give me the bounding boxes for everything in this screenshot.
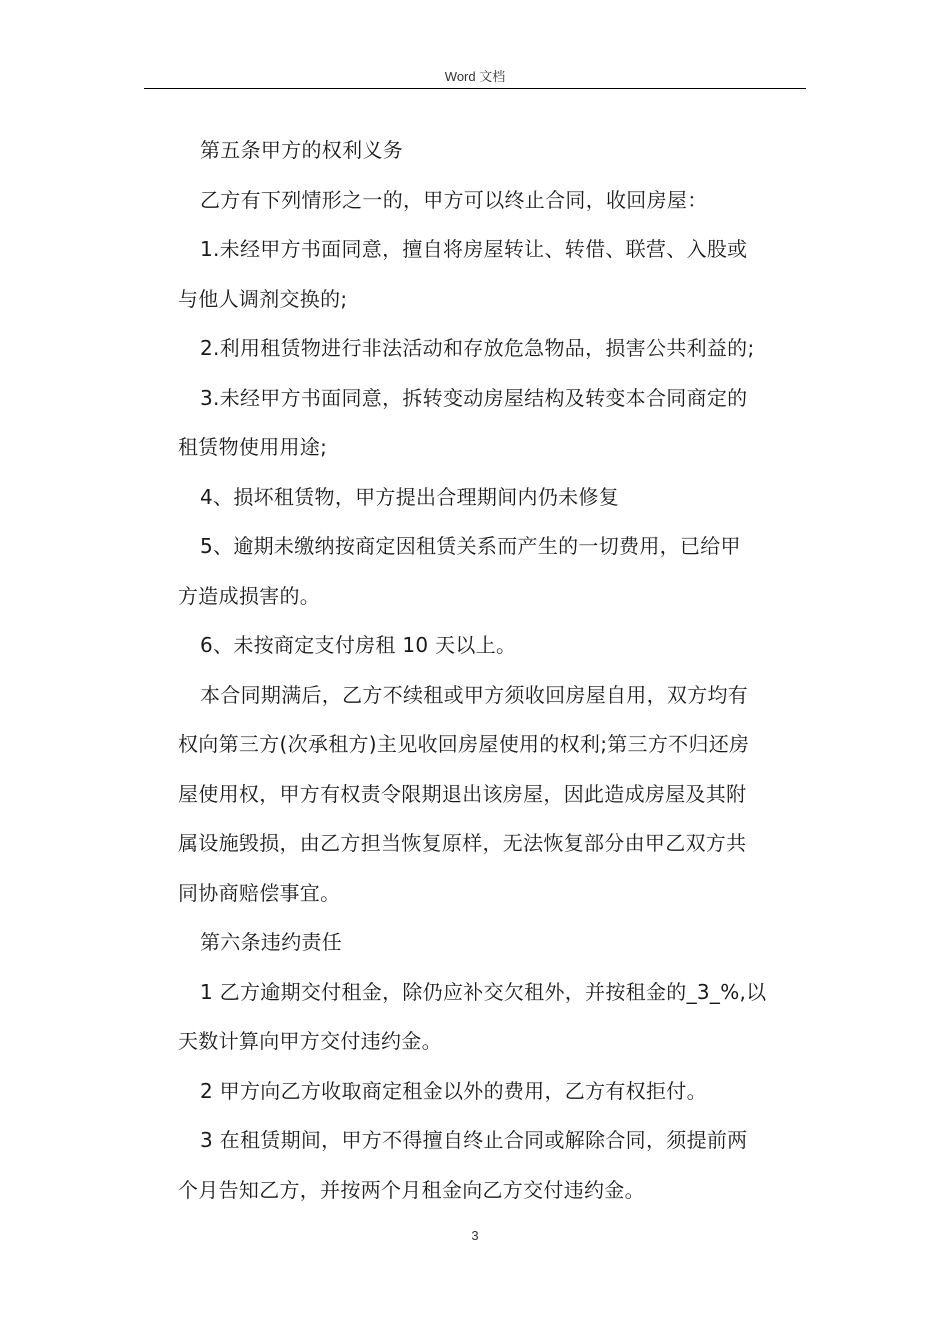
text-line-21: 3 在租赁期间，甲方不得擅自终止合同或解除合同，须提前两 <box>200 1128 748 1152</box>
text-line-10: 方造成损害的。 <box>178 583 321 608</box>
text-line-3: 1.未经甲方书面同意，擅自将房屋转让、转借、联营、入股或 <box>200 237 748 261</box>
text-line-5: 2.利用租赁物进行非法活动和存放危急物品，损害公共利益的; <box>200 336 755 360</box>
text-line-7: 租赁物使用用途; <box>178 435 328 459</box>
text-line-14: 屋使用权，甲方有权责令限期退出该房屋，因此造成房屋及其附 <box>178 781 747 806</box>
text-line-20: 2 甲方向乙方收取商定租金以外的费用，乙方有权拒付。 <box>200 1078 707 1103</box>
page-header: Word 文档 <box>444 69 506 84</box>
text-line-4: 与他人调剂交换的; <box>178 286 348 311</box>
text-line-1: 第五条甲方的权利义务 <box>200 138 403 162</box>
text-line-6: 3.未经甲方书面同意，拆转变动房屋结构及转变本合同商定的 <box>200 385 748 410</box>
text-line-22: 个月告知乙方，并按两个月租金向乙方交付违约金。 <box>178 1177 645 1202</box>
header-divider <box>144 88 806 89</box>
text-line-15: 属设施毁损，由乙方担当恢复原样，无法恢复部分由甲乙双方共 <box>178 831 747 855</box>
text-line-17: 第六条违约责任 <box>200 930 343 954</box>
text-line-12: 本合同期满后，乙方不续租或甲方须收回房屋自用，双方均有 <box>200 682 749 707</box>
text-line-11: 6、未按商定支付房租 10 天以上。 <box>200 633 517 657</box>
text-line-18: 1 乙方逾期交付租金，除仍应补交欠租外，并按租金的_3_%,以 <box>200 979 767 1004</box>
text-line-9: 5、逾期未缴纳按商定因租赁关系而产生的一切费用，已给甲 <box>200 534 741 558</box>
text-line-19: 天数计算向甲方交付违约金。 <box>178 1029 442 1053</box>
document-body <box>178 126 808 1215</box>
page-number: 3 <box>471 1228 479 1243</box>
text-line-13: 权向第三方(次承租方)主见收回房屋使用的权利;第三方不归还房 <box>178 732 750 756</box>
text-line-8: 4、损坏租赁物，甲方提出合理期间内仍未修复 <box>200 484 620 509</box>
text-line-16: 同协商赔偿事宜。 <box>178 880 341 905</box>
text-line-2: 乙方有下列情形之一的，甲方可以终止合同，收回房屋： <box>200 187 708 212</box>
